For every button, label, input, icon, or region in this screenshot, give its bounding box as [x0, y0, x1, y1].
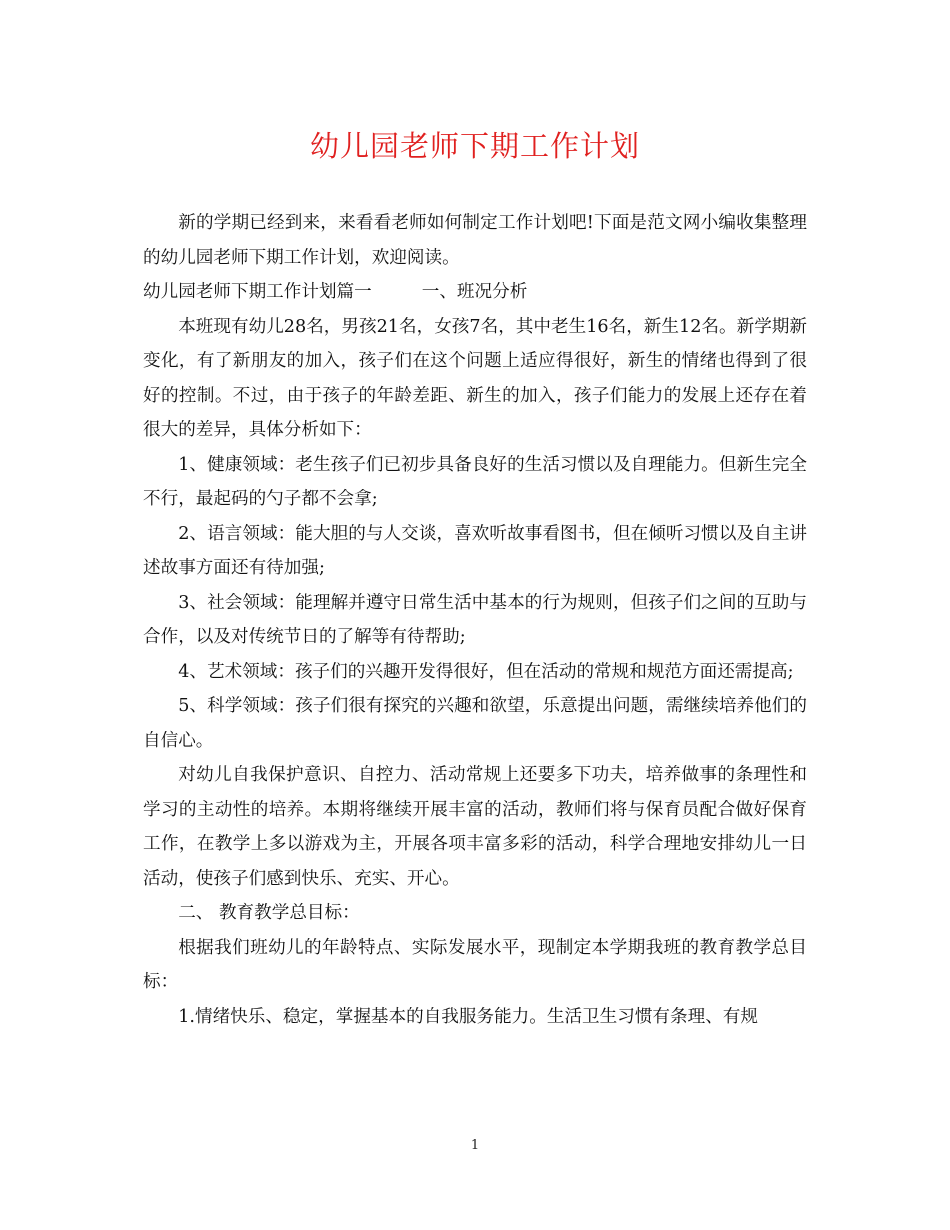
goal-item-1: 1.情绪快乐、稳定，掌握基本的自我服务能力。生活卫生习惯有条理、有规: [178, 1006, 758, 1027]
section-heading-title: 幼儿园老师下期工作计划篇一: [143, 282, 372, 302]
art-domain-paragraph: 4、艺术领域：孩子们的兴趣开发得很好，但在活动的常规和规范方面还需提高;: [178, 661, 794, 682]
language-domain-paragraph: 2、语言领域：能大胆的与人交谈，喜欢听故事看图书，但在倾听习惯以及自主讲述故事方面还有待加强;: [143, 523, 807, 578]
science-domain-paragraph: 5、科学领域：孩子们很有探究的兴趣和欲望，乐意提出问题，需继续培养他们的自信心。: [143, 696, 807, 751]
social-domain-paragraph: 3、社会领域：能理解并遵守日常生活中基本的行为规则，但孩子们之间的互助与合作，以及对传统节日的了解等有待帮助;: [143, 592, 807, 647]
class-analysis-paragraph: 本班现有幼儿28名，男孩21名，女孩7名，其中老生16名，新生12名。新学期新变化，有了新朋友的加入，孩子们在这个问题上适应得很好，新生的情绪也得到了很好的控制。不过，由于孩子的年龄差距、新生的加入，孩子们能力的发展上还存在着很大的差异，具体分析如下：: [143, 316, 807, 440]
document-title: 幼儿园老师下期工作计划: [309, 129, 640, 163]
section-heading-subtitle: 一、班况分析: [421, 282, 528, 302]
intro-paragraph: 新的学期已经到来，来看看老师如何制定工作计划吧!下面是范文网小编收集整理的幼儿园老师下期工作计划，欢迎阅读。: [143, 213, 807, 268]
goals-intro-paragraph: 根据我们班幼儿的年龄特点、实际发展水平，现制定本学期我班的教育教学总目标：: [143, 937, 807, 992]
document-body: [143, 206, 807, 1034]
goals-heading: 二、 教育教学总目标：: [178, 903, 360, 923]
page-number: 1: [470, 1138, 480, 1153]
self-protection-paragraph: 对幼儿自我保护意识、自控力、活动常规上还要多下功夫，培养做事的条理性和学习的主动性的培养。本期将继续开展丰富的活动，教师们将与保育员配合做好保育工作，在教学上多以游戏为主，开展各项丰富多彩的活动，科学合理地安排幼儿一日活动，使孩子们感到快乐、充实、开心。: [143, 765, 807, 889]
health-domain-paragraph: 1、健康领域：老生孩子们已初步具备良好的生活习惯以及自理能力。但新生完全不行，最起码的勺子都不会拿;: [143, 454, 807, 509]
section-heading: [143, 275, 807, 310]
